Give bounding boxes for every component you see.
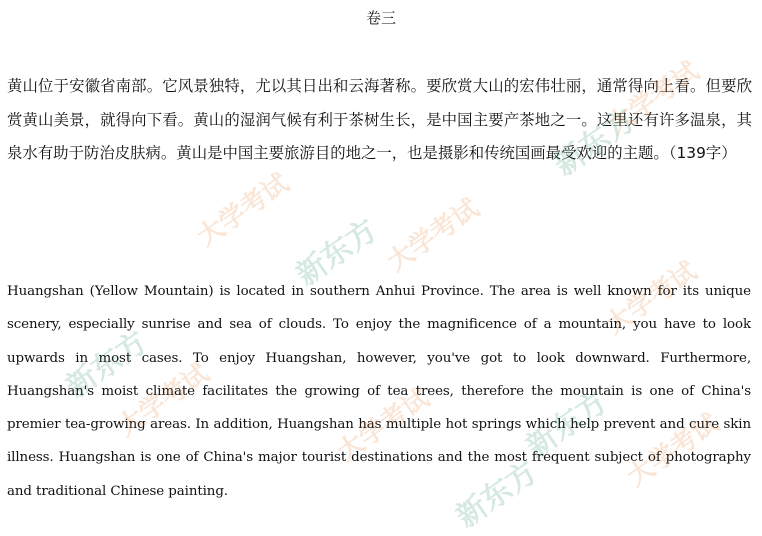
section-heading: 卷三: [365, 9, 396, 27]
watermark-site-logo: 大学考试: [600, 256, 703, 341]
watermark-brand-logo: 新东方: [450, 454, 544, 536]
watermark-site-logo: 大学考试: [192, 168, 295, 253]
watermark-site-logo: 大学考试: [112, 358, 215, 443]
english-paragraph: Huangshan (Yellow Mountain) is located in southern Anhui Province. The area is well known for its unique scenery, especially sunrise and sea of clouds. To enjoy the magnificence of a mountain, you have to look upwards in most cases. To enjoy Huangshan, however, you've got to look downward. Furthermore, Huangshan's moist climate facilitates the growing of tea trees, therefore the mountain is one of China's premier tea-growing areas. In addition, Huangshan has multiple hot springs which help prevent and cure skin illness. Huangshan is one of China's major tourist destinations and the most frequent subject of photography and traditional Chinese painting.: [7, 284, 751, 499]
watermark-site-logo: 大学考试: [622, 408, 725, 493]
watermark-brand-logo: 新东方: [60, 324, 154, 406]
watermark-brand-logo: 新东方: [290, 212, 384, 294]
chinese-paragraph: 黄山位于安徽省南部。它风景独特，尤以其日出和云海著称。要欣赏大山的宏伟壮丽，通常得向上看。但要欣赏黄山美景，就得向下看。黄山的湿润气候有利于茶树生长，是中国主要产茶地之一。这里还有许多温泉，其泉水有助于防治皮肤病。黄山是中国主要旅游目的地之一，也是摄影和传统国画最受欢迎的主题。（139字）: [7, 77, 752, 163]
watermark-site-logo: 大学考试: [602, 56, 705, 141]
watermark-brand-logo: 新东方: [548, 102, 642, 184]
watermark-site-logo: 大学考试: [332, 383, 435, 468]
watermark-brand-logo: 新东方: [520, 384, 614, 466]
watermark-site-logo: 大学考试: [382, 193, 485, 278]
